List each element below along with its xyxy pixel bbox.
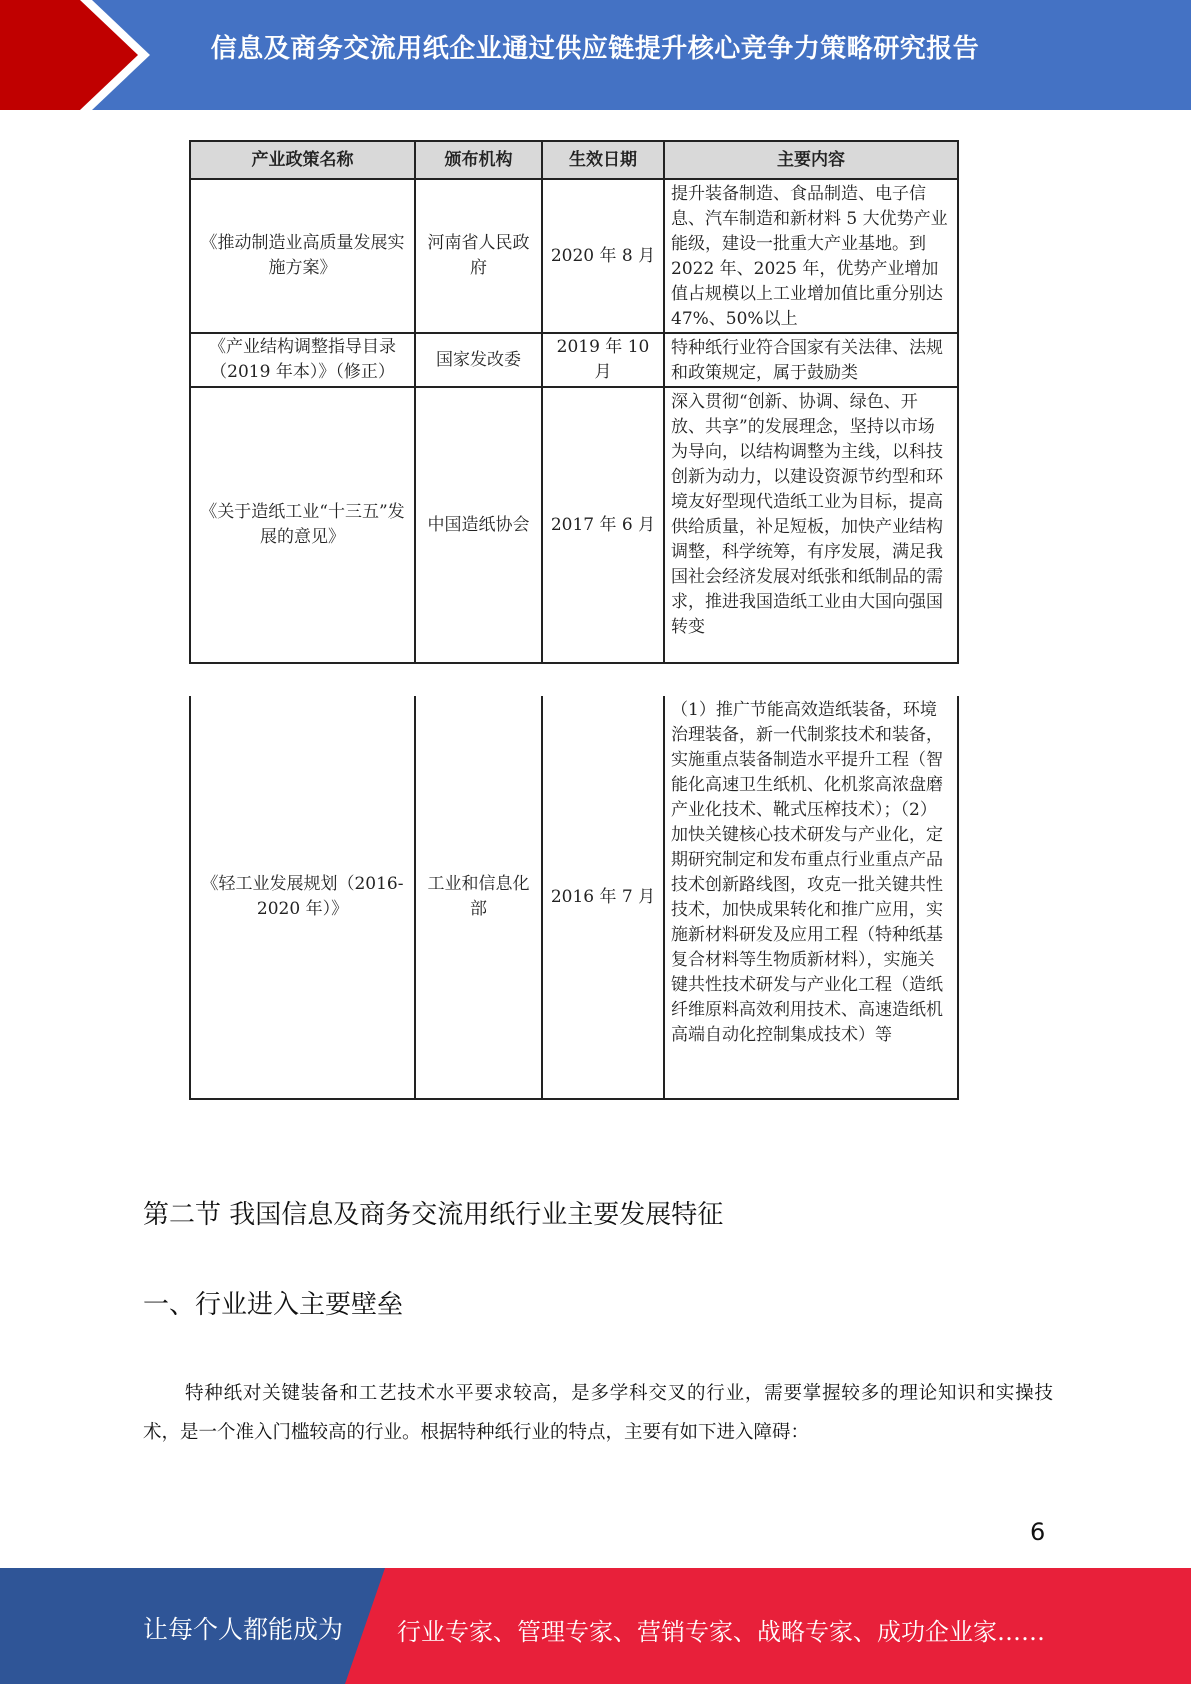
table-header-row [190, 141, 958, 179]
policy-name: 《关于造纸工业“十三五”发展的意见》 [190, 387, 415, 663]
policy-date: 2017 年 6 月 [542, 387, 664, 663]
policy-date: 2019 年 10 月 [542, 333, 664, 387]
column-header: 产业政策名称 [190, 141, 415, 179]
policy-name: 《推动制造业高质量发展实施方案》 [190, 179, 415, 333]
policy-content: 提升装备制造、食品制造、电子信息、汽车制造和新材料 5 大优势产业能级，建设一批重大产业基地。到 2022 年、2025 年，优势产业增加值占规模以上工业增加值比重分别达 47%、50%以上 [664, 179, 958, 333]
page-number: 6 [1030, 1518, 1046, 1546]
table-row [190, 179, 958, 333]
policy-date: 2016 年 7 月 [542, 696, 664, 1099]
policy-content: （1）推广节能高效造纸装备，环境治理装备，新一代制浆技术和装备，实施重点装备制造水平提升工程（智能化高速卫生纸机、化机浆高浓盘磨产业化技术、靴式压榨技术）；（2）加快关键核心技术研发与产业化，定期研究制定和发布重点行业重点产品技术创新路线图，攻克一批关键共性技术，加快成果转化和推广应用，实施新材料研发及应用工程（特种纸基复合材料等生物质新材料），实施关键共性技术研发与产业化工程（造纸纤维原料高效利用技术、高速造纸机高端自动化控制集成技术）等 [664, 696, 958, 1099]
footer-slogan-left: 让每个人都能成为 [143, 1615, 344, 1644]
table-row [190, 333, 958, 387]
policy-table-part-2 [189, 696, 959, 1100]
page-header [0, 0, 1191, 110]
table-row [190, 696, 958, 1099]
policy-content: 特种纸行业符合国家有关法律、法规和政策规定，属于鼓励类 [664, 333, 958, 387]
report-title: 信息及商务交流用纸企业通过供应链提升核心竞争力策略研究报告 [210, 34, 980, 64]
policy-name: 《轻工业发展规划（2016-2020 年）》 [190, 696, 415, 1099]
policy-agency: 河南省人民政府 [415, 179, 542, 333]
column-header: 生效日期 [542, 141, 664, 179]
column-header: 主要内容 [664, 141, 958, 179]
policy-content: 深入贯彻“创新、协调、绿色、开放、共享”的发展理念，坚持以市场为导向，以结构调整为主线，以科技创新为动力，以建设资源节约型和环境友好型现代造纸工业为目标，提高供给质量，补足短板，加快产业结构调整，科学统筹，有序发展，满足我国社会经济发展对纸张和纸制品的需求，推进我国造纸工业由大国向强国转变 [664, 387, 958, 663]
section-title: 第二节 我国信息及商务交流用纸行业主要发展特征 [143, 1200, 724, 1230]
policy-table-part-1 [189, 140, 959, 664]
page-footer [0, 1568, 1191, 1684]
policy-name: 《产业结构调整指导目录（2019 年本）》（修正） [190, 333, 415, 387]
column-header: 颁布机构 [415, 141, 542, 179]
body-paragraph: 特种纸对关键装备和工艺技术水平要求较高，是多学科交叉的行业，需要掌握较多的理论知识和实操技术，是一个准入门槛较高的行业。根据特种纸行业的特点，主要有如下进入障碍： [143, 1382, 1053, 1443]
subsection-title: 一、行业进入主要壁垒 [143, 1290, 404, 1320]
policy-agency: 工业和信息化部 [415, 696, 542, 1099]
policy-date: 2020 年 8 月 [542, 179, 664, 333]
table-row [190, 387, 958, 663]
policy-agency: 中国造纸协会 [415, 387, 542, 663]
footer-slogan-right: 行业专家、管理专家、营销专家、战略专家、成功企业家…… [397, 1618, 1045, 1646]
red-arrow-banner [0, 0, 160, 110]
policy-agency: 国家发改委 [415, 333, 542, 387]
